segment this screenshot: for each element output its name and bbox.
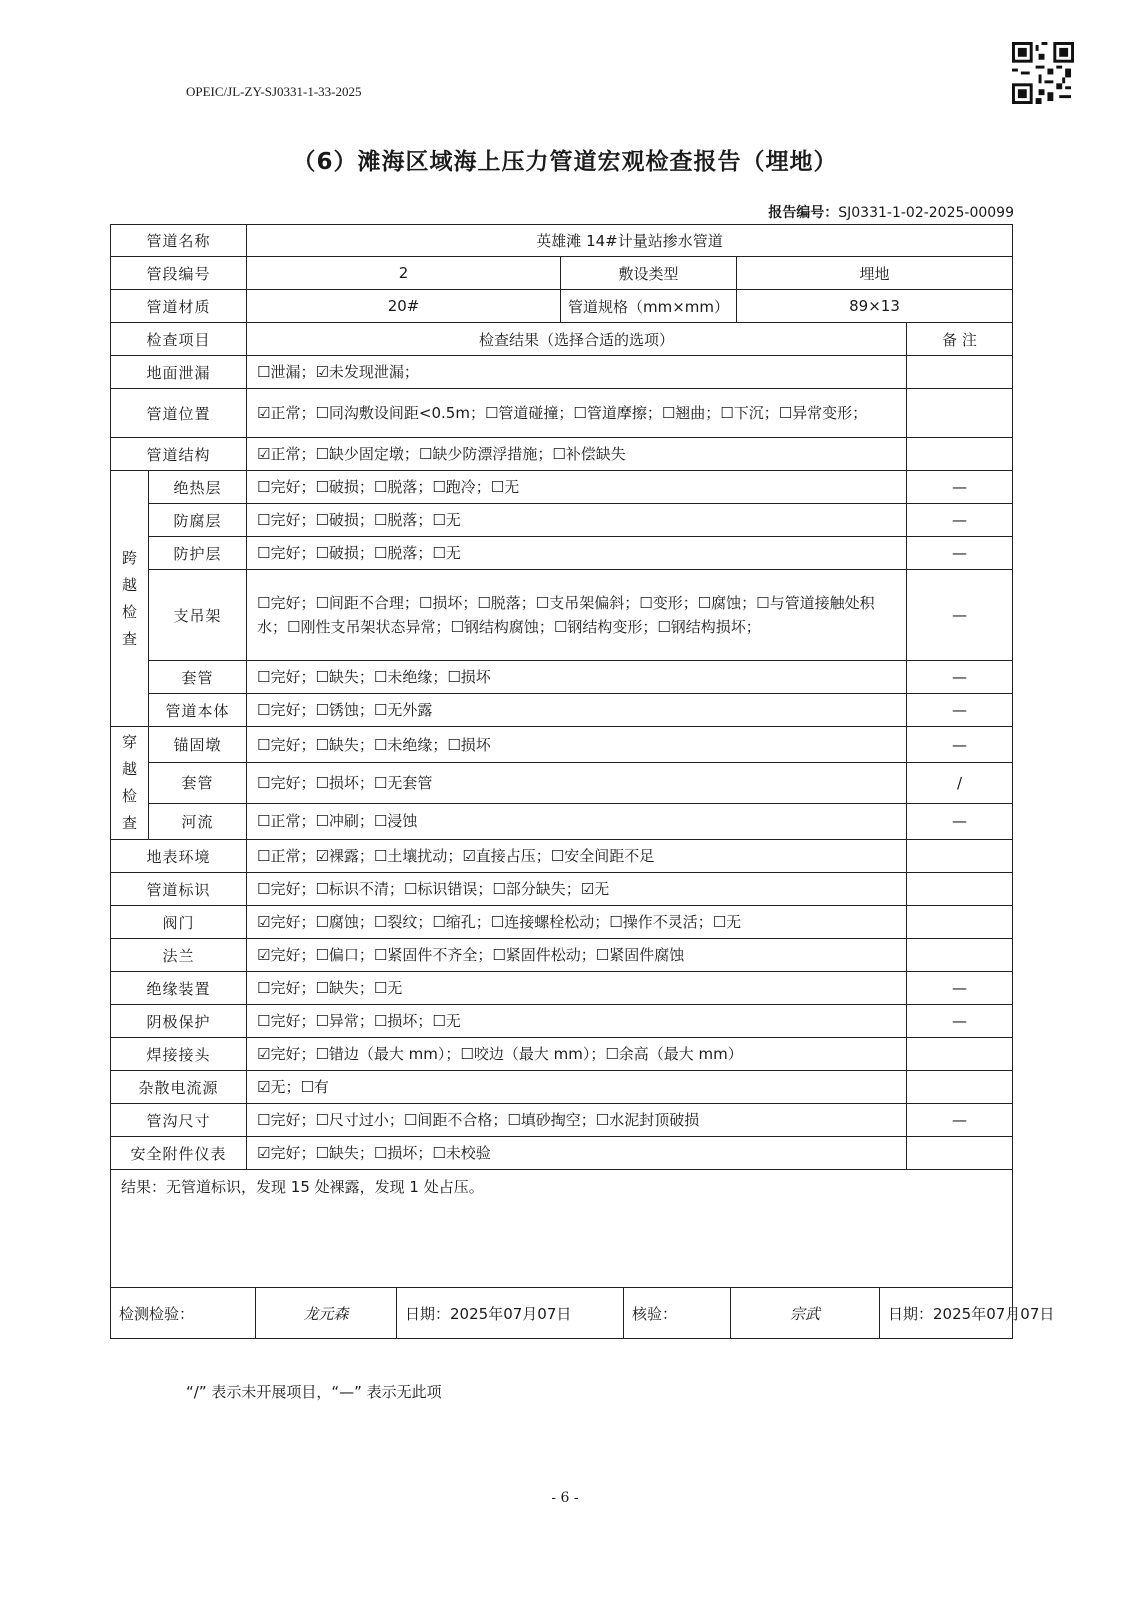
group-label-char: 跨 xyxy=(121,548,137,567)
group-label-char: 穿 xyxy=(121,733,137,751)
group-label-char: 越 xyxy=(121,760,137,778)
pipe-name-label: 管道名称 xyxy=(111,225,247,257)
reviewer-label: 核验： xyxy=(624,1288,731,1338)
date-label: 日期： xyxy=(405,1304,451,1323)
row-remark: — xyxy=(907,471,1013,504)
row-remark xyxy=(907,840,1013,873)
row-label: 地面泄漏 xyxy=(111,356,247,389)
row-options: ☑正常；☐缺少固定墩；☐缺少防漂浮措施；☐补偿缺失 xyxy=(247,438,907,471)
report-number xyxy=(768,202,1014,222)
signature-cell xyxy=(111,1288,1055,1339)
row-label: 焊接接头 xyxy=(111,1038,247,1071)
row-remark xyxy=(907,906,1013,939)
row-label: 地表环境 xyxy=(111,840,247,873)
inspector-signature: 龙元森 xyxy=(256,1288,397,1338)
signature-table xyxy=(111,1288,1114,1338)
result-header: 检查结果（选择合适的选项） xyxy=(247,323,907,356)
row-remark: — xyxy=(907,1104,1013,1137)
laying-label: 敷设类型 xyxy=(561,257,737,290)
group-label-char: 检 xyxy=(121,787,137,805)
row-label: 防护层 xyxy=(149,537,247,570)
table-row xyxy=(111,939,1013,972)
item-header: 检查项目 xyxy=(111,323,247,356)
row-options: ☐完好；☐破损；☐脱落；☐无 xyxy=(247,537,907,570)
row-options: ☑完好；☐偏口；☐紧固件不齐全；☐紧固件松动；☐紧固件腐蚀 xyxy=(247,939,907,972)
page-title: （6）滩海区域海上压力管道宏观检查报告（埋地） xyxy=(292,149,838,175)
row-label: 杂散电流源 xyxy=(111,1071,247,1104)
group-label-char: 检 xyxy=(121,602,137,621)
row-options: ☐完好；☐缺失；☐未绝缘；☐损坏 xyxy=(247,661,907,694)
row-options: ☐正常；☑裸露；☐土壤扰动；☑直接占压；☐安全间距不足 xyxy=(247,840,907,873)
document-code: OPEIC/JL-ZY-SJ0331-1-33-2025 xyxy=(186,84,362,99)
remark-header: 备 注 xyxy=(907,323,1013,356)
row-options: ☐完好；☐缺失；☐无 xyxy=(247,972,907,1005)
table-row xyxy=(111,873,1013,906)
row-options: ☐完好；☐异常；☐损坏；☐无 xyxy=(247,1005,907,1038)
group-label-char: 查 xyxy=(121,629,137,648)
row-label: 锚固墩 xyxy=(149,727,247,763)
date2-field xyxy=(880,1288,1115,1338)
cross-over-group-label xyxy=(111,471,149,727)
date-value: 2025年07月07日 xyxy=(450,1304,572,1323)
row-remark: — xyxy=(907,694,1013,727)
row-label: 防腐层 xyxy=(149,504,247,537)
table-row xyxy=(111,1071,1013,1104)
row-label: 阴极保护 xyxy=(111,1005,247,1038)
row-options: ☐完好；☐锈蚀；☐无外露 xyxy=(247,694,907,727)
conclusion: 结果：无管道标识，发现 15 处裸露，发现 1 处占压。 xyxy=(111,1170,1013,1288)
row-options: ☐完好；☐间距不合理；☐损坏；☐脱落；☐支吊架偏斜；☐变形；☐腐蚀；☐与管道接触处积水；☐刚性支吊架状态异常；☐钢结构腐蚀；☐钢结构变形；☐钢结构损坏； xyxy=(247,570,907,661)
row-options: ☑完好；☐缺失；☐损坏；☐未校验 xyxy=(247,1137,907,1170)
laying-value: 埋地 xyxy=(737,257,1013,290)
row-remark: — xyxy=(907,570,1013,661)
row-options: ☐泄漏；☑未发现泄漏； xyxy=(247,356,907,389)
row-remark xyxy=(907,438,1013,471)
row-options: ☐完好；☐尺寸过小；☐间距不合格；☐填砂掏空；☐水泥封顶破损 xyxy=(247,1104,907,1137)
material-value: 20# xyxy=(247,290,561,323)
table-row xyxy=(111,356,1013,389)
row-label: 管道结构 xyxy=(111,438,247,471)
page-number: - 6 - xyxy=(551,1490,579,1506)
table-row xyxy=(111,1038,1013,1071)
row-options: ☐完好；☐破损；☐脱落；☐无 xyxy=(247,504,907,537)
date-value: 2025年07月07日 xyxy=(933,1304,1055,1323)
footnote: “/” 表示未开展项目，“—” 表示无此项 xyxy=(186,1383,442,1401)
reviewer-signature: 宗武 xyxy=(731,1288,880,1338)
table-row xyxy=(111,972,1013,1005)
table-row xyxy=(111,471,1013,504)
row-label: 管沟尺寸 xyxy=(111,1104,247,1137)
row-options: ☑完好；☐腐蚀；☐裂纹；☐缩孔；☐连接螺栓松动；☐操作不灵活；☐无 xyxy=(247,906,907,939)
segment-value: 2 xyxy=(247,257,561,290)
row-label: 套管 xyxy=(149,763,247,804)
row-label: 绝热层 xyxy=(149,471,247,504)
row-label: 法兰 xyxy=(111,939,247,972)
row-remark xyxy=(907,356,1013,389)
table-row xyxy=(111,1104,1013,1137)
table-row xyxy=(111,906,1013,939)
qr-code-icon xyxy=(1012,42,1074,104)
segment-label: 管段编号 xyxy=(111,257,247,290)
row-remark xyxy=(907,939,1013,972)
row-remark xyxy=(907,1038,1013,1071)
table-row xyxy=(111,1137,1013,1170)
spec-value: 89×13 xyxy=(737,290,1013,323)
signature-row xyxy=(111,1288,1013,1339)
table-row xyxy=(111,727,1013,763)
table-row xyxy=(111,438,1013,471)
row-options: ☐完好；☐损坏；☐无套管 xyxy=(247,763,907,804)
table-row xyxy=(111,537,1013,570)
date-label: 日期： xyxy=(888,1304,934,1323)
row-label: 管道标识 xyxy=(111,873,247,906)
row-label: 管道位置 xyxy=(111,389,247,438)
row-label: 安全附件仪表 xyxy=(111,1137,247,1170)
table-row xyxy=(111,1005,1013,1038)
table-row xyxy=(111,504,1013,537)
row-options: ☐完好；☐标识不清；☐标识错误；☐部分缺失；☑无 xyxy=(247,873,907,906)
row-remark: — xyxy=(907,972,1013,1005)
inspection-table xyxy=(110,224,1055,1339)
row-remark xyxy=(907,873,1013,906)
group-label-char: 查 xyxy=(121,814,137,832)
row-options: ☐完好；☐破损；☐脱落；☐跑冷；☐无 xyxy=(247,471,907,504)
row-label: 套管 xyxy=(149,661,247,694)
row-options: ☐正常；☐冲刷；☐浸蚀 xyxy=(247,803,907,839)
row-options: ☑正常；☐同沟敷设间距<0.5m；☐管道碰撞；☐管道摩擦；☐翘曲；☐下沉；☐异常变形； xyxy=(247,389,907,438)
table-row xyxy=(111,661,1013,694)
row-label: 绝缘装置 xyxy=(111,972,247,1005)
inspector-label: 检测检验： xyxy=(119,1304,195,1323)
row-remark: — xyxy=(907,661,1013,694)
date1-field xyxy=(397,1288,624,1338)
pipe-name-value: 英雄滩 14#计量站掺水管道 xyxy=(247,225,1013,257)
table-row xyxy=(111,840,1013,873)
row-remark: — xyxy=(907,537,1013,570)
table-row xyxy=(111,694,1013,727)
row-remark xyxy=(907,1137,1013,1170)
row-remark: — xyxy=(907,803,1013,839)
material-label: 管道材质 xyxy=(111,290,247,323)
row-label: 管道本体 xyxy=(149,694,247,727)
row-remark xyxy=(907,1071,1013,1104)
row-remark: — xyxy=(907,727,1013,763)
row-options: ☑完好；☐错边（最大 mm）；☐咬边（最大 mm）；☐余高（最大 mm） xyxy=(247,1038,907,1071)
row-remark: — xyxy=(907,504,1013,537)
cross-through-group-label xyxy=(111,727,149,840)
report-number-label: 报告编号： xyxy=(768,205,839,221)
table-row xyxy=(111,570,1013,661)
spec-label: 管道规格（mm×mm） xyxy=(561,290,737,323)
row-remark xyxy=(907,389,1013,438)
row-remark: — xyxy=(907,1005,1013,1038)
row-options: ☑无；☐有 xyxy=(247,1071,907,1104)
row-label: 阀门 xyxy=(111,906,247,939)
row-options: ☐完好；☐缺失；☐未绝缘；☐损坏 xyxy=(247,727,907,763)
table-row xyxy=(111,763,1013,804)
row-label: 支吊架 xyxy=(149,570,247,661)
row-remark: / xyxy=(907,763,1013,804)
report-number-value: SJ0331-1-02-2025-00099 xyxy=(838,205,1014,221)
group-label-char: 越 xyxy=(121,575,137,594)
table-row xyxy=(111,389,1013,438)
conclusion-row xyxy=(111,1170,1013,1288)
row-label: 河流 xyxy=(149,803,247,839)
table-row xyxy=(111,803,1013,839)
